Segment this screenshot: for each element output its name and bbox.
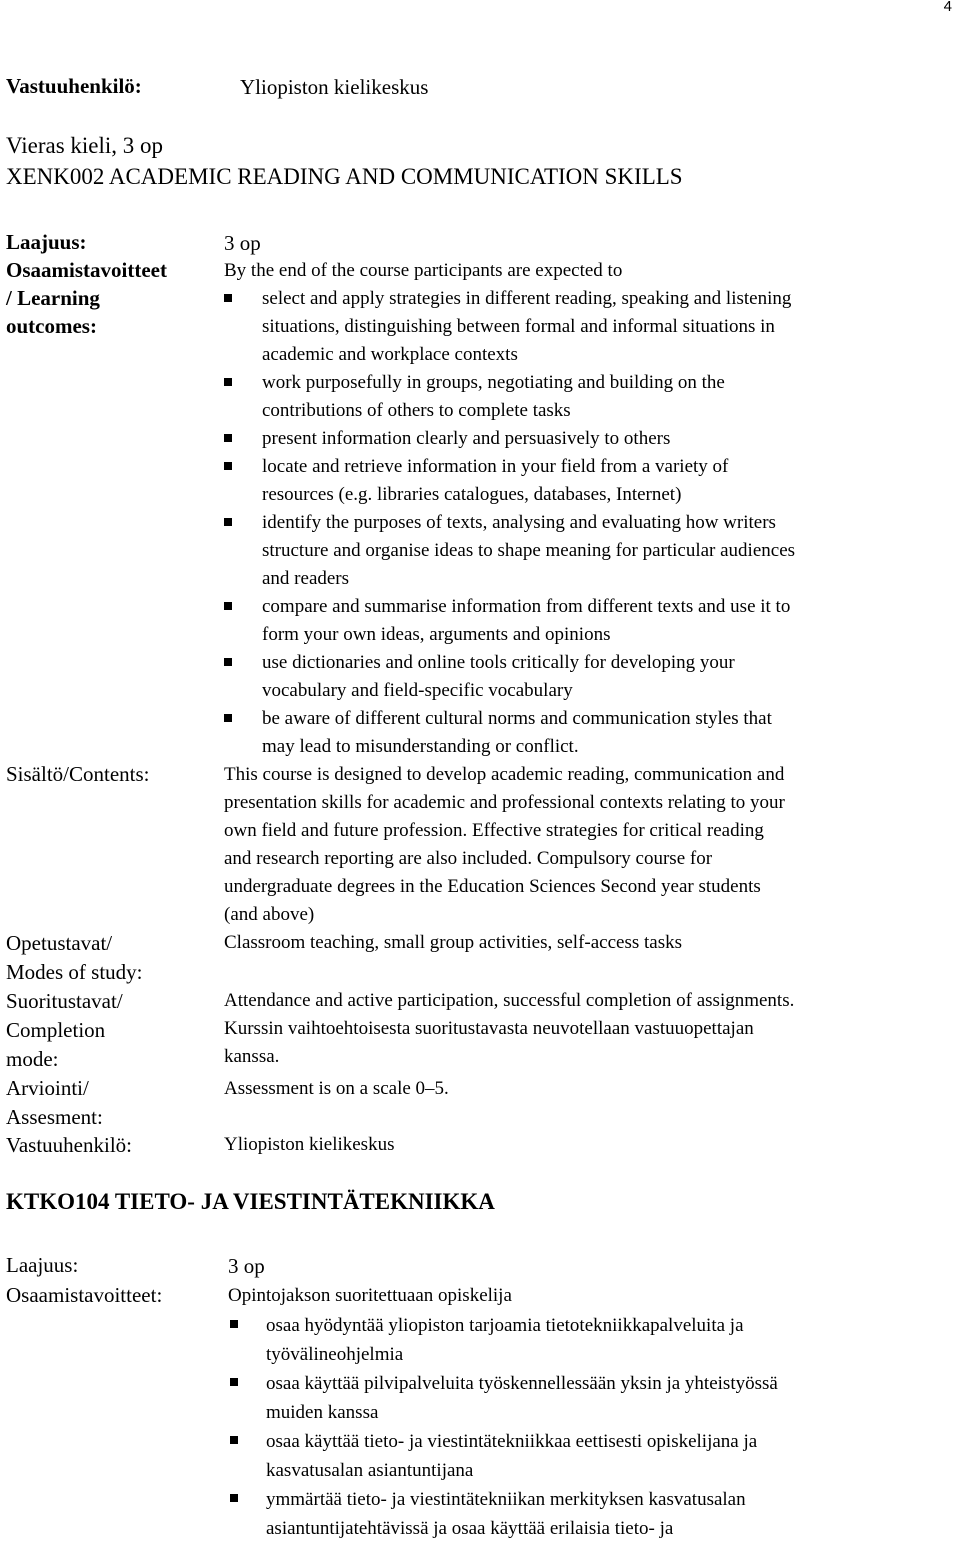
list-item: identify the purposes of texts, analysing and evaluating how writers xyxy=(262,512,776,533)
list-item: työvälineohjelmia xyxy=(266,1344,404,1365)
course1-outcomes-intro: By the end of the course participants are expected to xyxy=(224,260,623,281)
list-item: osaa käyttää tieto- ja viestintätekniikkaa eettisesti opiskelijana ja xyxy=(266,1431,758,1452)
course1-completion-line: Attendance and active participation, successful completion of assignments. xyxy=(224,990,795,1011)
course1-modes-label-2: Modes of study: xyxy=(6,960,143,984)
list-item: ymmärtää tieto- ja viestintätekniikan merkityksen kasvatusalan xyxy=(266,1489,746,1510)
course1-completion-label-3: mode: xyxy=(6,1047,59,1071)
bullet-icon xyxy=(230,1436,238,1444)
bullet-icon xyxy=(230,1378,238,1386)
course1-responsible-label: Vastuuhenkilö: xyxy=(6,1133,132,1157)
bullet-icon xyxy=(224,658,232,666)
course2-title: KTKO104 TIETO- JA VIESTINTÄTEKNIIKKA xyxy=(6,1189,495,1214)
list-item: use dictionaries and online tools critically for developing your xyxy=(262,652,735,673)
course1-outcomes-label-2: / Learning xyxy=(6,286,100,310)
list-item: osaa hyödyntää yliopiston tarjoamia tietotekniikkapalveluita ja xyxy=(266,1315,744,1336)
list-item: situations, distinguishing between formal and informal situations in xyxy=(262,316,775,337)
course1-modes-value: Classroom teaching, small group activities, self-access tasks xyxy=(224,932,682,953)
course2-outcomes-intro: Opintojakson suoritettuaan opiskelija xyxy=(228,1285,512,1306)
course2-scope-value: 3 op xyxy=(228,1254,265,1278)
list-item: present information clearly and persuasively to others xyxy=(262,428,671,449)
course1-contents-line: presentation skills for academic and professional contexts relating to your xyxy=(224,792,785,813)
list-item: locate and retrieve information in your field from a variety of xyxy=(262,456,729,477)
course1-completion-line: Kurssin vaihtoehtoisesta suoritustavasta neuvotellaan vastuuopettajan xyxy=(224,1018,754,1039)
course1-completion-line: kanssa. xyxy=(224,1046,280,1067)
list-item: resources (e.g. libraries catalogues, databases, Internet) xyxy=(262,484,682,505)
course2-scope-label: Laajuus: xyxy=(6,1253,79,1277)
course1-assessment-label-1: Arviointi/ xyxy=(6,1076,89,1100)
course1-contents-label: Sisältö/Contents: xyxy=(6,762,150,786)
course1-contents-line: own field and future profession. Effective strategies for critical reading xyxy=(224,820,764,841)
top-responsible-value: Yliopiston kielikeskus xyxy=(240,75,429,99)
bullet-icon xyxy=(224,434,232,442)
course1-contents-line: undergraduate degrees in the Education Sciences Second year students xyxy=(224,876,761,897)
list-item: be aware of different cultural norms and communication styles that xyxy=(262,708,772,729)
bullet-icon xyxy=(224,602,232,610)
list-item: academic and workplace contexts xyxy=(262,344,518,365)
course1-completion-label-1: Suoritustavat/ xyxy=(6,989,123,1013)
list-item: select and apply strategies in different reading, speaking and listening xyxy=(262,288,792,309)
list-item: osaa käyttää pilvipalveluita työskennellessään yksin ja yhteistyössä xyxy=(266,1373,778,1394)
course1-outcomes-label-3: outcomes: xyxy=(6,314,97,338)
list-item: asiantuntijatehtävissä ja osaa käyttää erilaisia tieto- ja xyxy=(266,1518,674,1539)
list-item: vocabulary and field-specific vocabulary xyxy=(262,680,573,701)
list-item: form your own ideas, arguments and opinions xyxy=(262,624,611,645)
list-item: kasvatusalan asiantuntijana xyxy=(266,1460,474,1481)
bullet-icon xyxy=(230,1494,238,1502)
list-item: may lead to misunderstanding or conflict. xyxy=(262,736,579,757)
course1-contents-line: (and above) xyxy=(224,904,315,925)
course1-contents-line: and research reporting are also included. Compulsory course for xyxy=(224,848,713,869)
course1-scope-value: 3 op xyxy=(224,231,261,255)
bullet-icon xyxy=(230,1320,238,1328)
list-item: work purposefully in groups, negotiating and building on the xyxy=(262,372,725,393)
list-item: compare and summarise information from different texts and use it to xyxy=(262,596,791,617)
course1-scope-label: Laajuus: xyxy=(6,230,87,254)
course1-responsible-value: Yliopiston kielikeskus xyxy=(224,1134,395,1155)
course1-contents-line: This course is designed to develop academic reading, communication and xyxy=(224,764,785,785)
bullet-icon xyxy=(224,378,232,386)
list-item: muiden kanssa xyxy=(266,1402,379,1423)
course1-title-line2: XENK002 ACADEMIC READING AND COMMUNICATION SKILLS xyxy=(6,164,683,189)
course1-assessment-value: Assessment is on a scale 0–5. xyxy=(224,1078,449,1099)
course1-title-line1: Vieras kieli, 3 op xyxy=(6,133,164,158)
page-number: 4 xyxy=(943,0,952,15)
course1-assessment-label-2: Assesment: xyxy=(6,1105,103,1129)
bullet-icon xyxy=(224,714,232,722)
list-item: structure and organise ideas to shape meaning for particular audiences xyxy=(262,540,796,561)
top-responsible-label: Vastuuhenkilö: xyxy=(6,74,142,98)
bullet-icon xyxy=(224,294,232,302)
course1-modes-label-1: Opetustavat/ xyxy=(6,931,113,955)
course2-outcomes-label: Osaamistavoitteet: xyxy=(6,1283,163,1307)
course1-completion-label-2: Completion xyxy=(6,1018,106,1042)
course1-outcomes-label-1: Osaamistavoitteet xyxy=(6,258,167,282)
list-item: and readers xyxy=(262,568,350,589)
bullet-icon xyxy=(224,518,232,526)
bullet-icon xyxy=(224,462,232,470)
list-item: contributions of others to complete tasks xyxy=(262,400,571,421)
